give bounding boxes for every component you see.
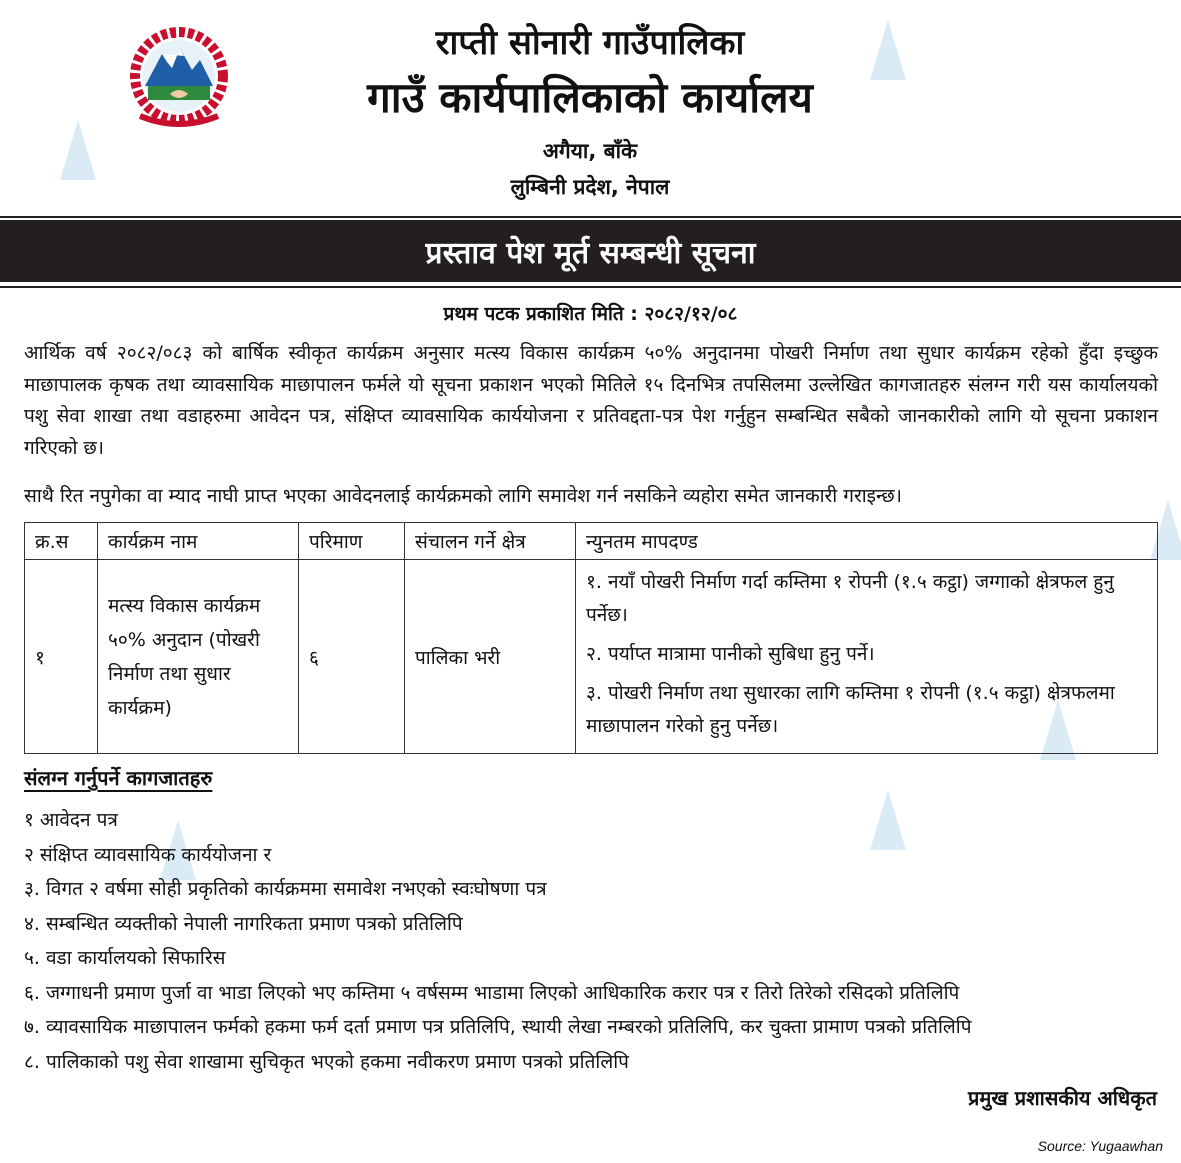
- header: [250, 14, 930, 201]
- publication-date: प्रथम पटक प्रकाशित मिति : २०८२/१२/०८: [443, 303, 738, 325]
- nepal-emblem-icon: [120, 24, 238, 128]
- attachments-list: [24, 805, 971, 1081]
- list-item: ४. सम्बन्धित व्यक्तीको नेपाली नागरिकता प्रमाण पत्रको प्रतिलिपि: [24, 912, 463, 935]
- notice-title-banner: [0, 220, 1181, 282]
- notice-title: प्रस्ताव पेश मूर्त सम्बन्धी सूचना: [425, 235, 756, 271]
- province-country: लुम्बिनी प्रदेश, नेपाल: [510, 175, 670, 199]
- municipality-name: राप्ती सोनारी गाउँपालिका: [435, 23, 745, 63]
- list-item: ८. पालिकाको पशु सेवा शाखामा सुचिकृत भएको हकमा नवीकरण प्रमाण पत्रको प्रतिलिपि: [24, 1050, 629, 1073]
- notice-paragraph-secondary: साथै रित नपुगेका वा म्याद नाघी प्राप्त भएका आवेदनलाई कार्यक्रमको लागि समावेश गर्न नसकिने व्यहोरा समेत जानकारी गराइन्छ।: [24, 485, 902, 507]
- criteria-item: ३. पोखरी निर्माण तथा सुधारका लागि कम्तिमा १ रोपनी (१.५ कट्ठा) क्षेत्रफलमा माछापालन गरेको हुनु पर्नेछ।: [586, 682, 1115, 737]
- list-item: २ संक्षिप्त व्यावसायिक कार्ययोजना र: [24, 843, 272, 866]
- office-name: गाउँ कार्यपालिकाको कार्यालय: [367, 73, 813, 122]
- header-area: संचालन गर्ने क्षेत्र: [405, 523, 576, 560]
- source-credit: Source: Yugaawhan: [1037, 1138, 1163, 1154]
- cell-criteria: [576, 560, 1158, 754]
- office-location: अगैया, बाँके: [542, 139, 638, 163]
- header-program-name: कार्यक्रम नाम: [98, 523, 299, 560]
- attachments-heading: संलग्न गर्नुपर्ने कागजातहरु: [24, 766, 213, 790]
- program-criteria-table: [24, 522, 1158, 754]
- header-criteria: न्युनतम मापदण्ड: [576, 523, 1158, 560]
- header-serial: क्र.स: [25, 523, 98, 560]
- list-item: १ आवेदन पत्र: [24, 809, 118, 831]
- notice-paragraph-main: आर्थिक वर्ष २०८२/०८३ को बार्षिक स्वीकृत कार्यक्रम अनुसार मत्स्य विकास कार्यक्रम ५०% अनुदानमा पोखरी निर्माण तथा सुधार कार्यक्रम रहेको हुँदा इच्छुक माछापालक कृषक तथा व्यावसायिक माछापालन फर्मले यो सूचना प्रकाशन भएको मितिले १५ दिनभित्र तपसिलमा उल्लेखित कागजातहरु संलग्न गरी यस कार्यालयको पशु सेवा शाखा तथा वडाहरुमा आवेदन पत्र, संक्षिप्त व्यावसायिक कार्ययोजना र प्रतिवद्दता-पत्र पेश गर्नुहुन सम्बन्धित सबैको जानकारीको लागि यो सूचना प्रकाशन गरिएको छ।: [24, 342, 1158, 459]
- criteria-item: १. नयाँ पोखरी निर्माण गर्दा कम्तिमा १ रोपनी (१.५ कट्ठा) जग्गाको क्षेत्रफल हुनु पर्नेछ।: [586, 571, 1114, 626]
- banner-divider: [0, 286, 1181, 288]
- header-quantity: परिमाण: [299, 523, 405, 560]
- background-arrow-icon: [60, 120, 96, 180]
- table-row: [25, 560, 1158, 754]
- list-item: ७. व्यावसायिक माछापालन फर्मको हकमा फर्म दर्ता प्रमाण पत्र प्रतिलिपि, स्थायी लेखा नम्बरको प्रतिलिपि, कर चुक्ता प्रामाण पत्रको प्रतिलिपि: [24, 1016, 972, 1038]
- cell-quantity: ६: [299, 560, 405, 754]
- list-item: ६. जग्गाधनी प्रमाण पुर्जा वा भाडा लिएको भए कम्तिमा ५ वर्षसम्म भाडामा लिएको आधिकारिक करार पत्र र तिरो तिरेको रसिदको प्रतिलिपि: [24, 981, 960, 1004]
- list-item: ५. वडा कार्यालयको सिफारिस: [24, 947, 226, 969]
- signatory: प्रमुख प्रशासकीय अधिकृत: [968, 1086, 1157, 1110]
- table-header-row: [25, 523, 1158, 560]
- list-item: ३. विगत २ वर्षमा सोही प्रकृतिको कार्यक्रममा समावेश नभएको स्वःघोषणा पत्र: [24, 878, 547, 900]
- criteria-item: २. पर्याप्त मात्रामा पानीको सुबिधा हुनु पर्ने।: [586, 643, 875, 665]
- cell-program-name: मत्स्य विकास कार्यक्रम ५०% अनुदान (पोखरी निर्माण तथा सुधार कार्यक्रम): [98, 560, 299, 754]
- cell-area: पालिका भरी: [405, 560, 576, 754]
- cell-serial: १: [25, 560, 98, 754]
- header-divider: [0, 216, 1181, 218]
